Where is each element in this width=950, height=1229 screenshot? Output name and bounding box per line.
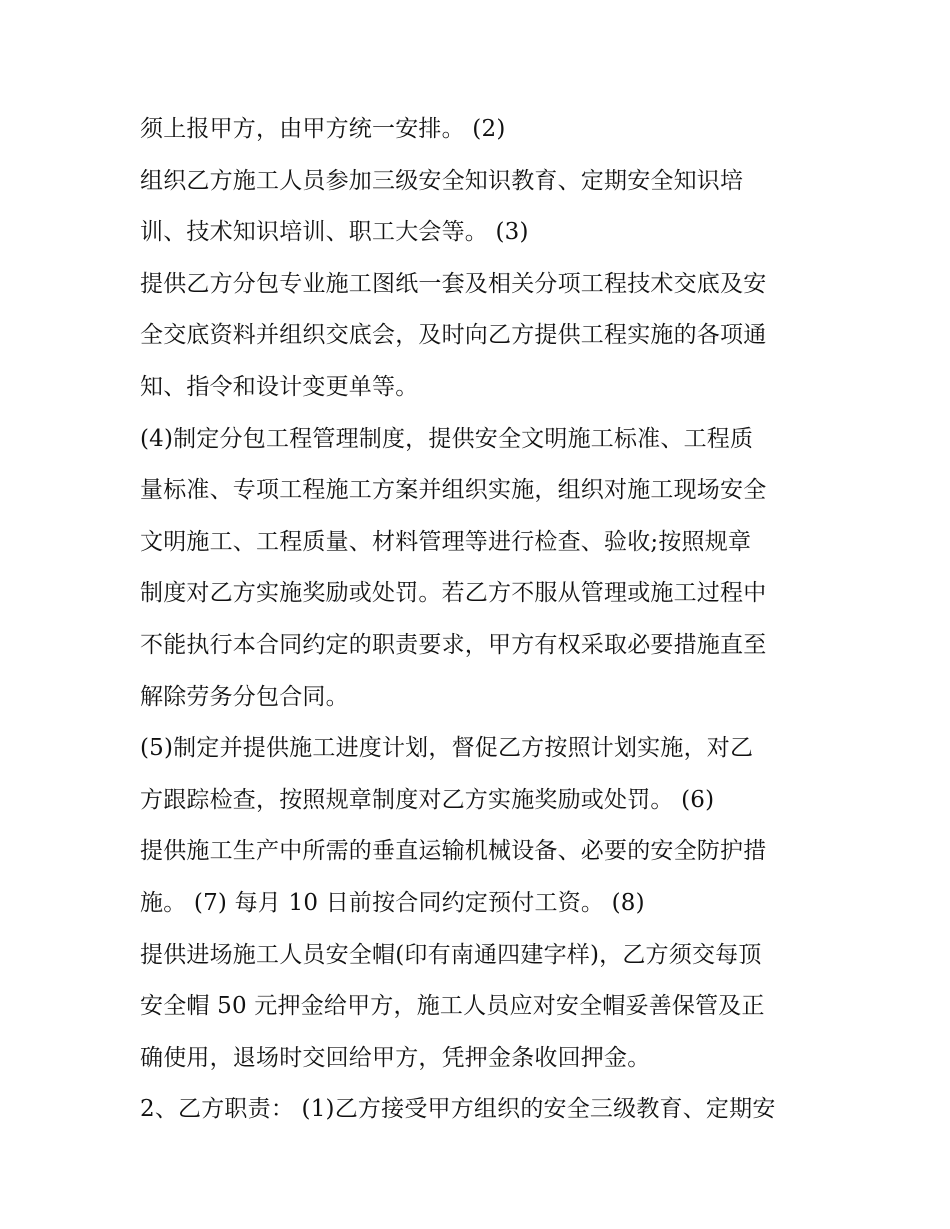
contract-text — [140, 104, 830, 1136]
text-line: 训、技术知识培训、职工大会等。 (3) — [140, 219, 529, 246]
text-line: 全交底资料并组织交底会，及时向乙方提供工程实施的各项通 — [140, 322, 767, 349]
text-line: 须上报甲方，由甲方统一安排。 (2) — [140, 116, 506, 142]
text-line: 2、乙方职责： (1)乙方接受甲方组织的安全三级教育、定期安 — [140, 1096, 776, 1123]
text-line: 解除劳务分包合同。 — [140, 683, 349, 710]
text-line: 量标准、专项工程施工方案并组织实施，组织对施工现场安全 — [140, 477, 767, 504]
text-line: 方跟踪检查，按照规章制度对乙方实施奖励或处罚。 (6) — [140, 786, 715, 813]
text-line: 提供施工生产中所需的垂直运输机械设备、必要的安全防护措 — [140, 838, 767, 865]
text-line: 施。 (7) 每月 10 日前按合同约定预付工资。 (8) — [140, 889, 645, 916]
text-line: 安全帽 50 元押金给甲方，施工人员应对安全帽妥善保管及正 — [140, 993, 765, 1020]
text-line: 制度对乙方实施奖励或处罚。若乙方不服从管理或施工过程中 — [140, 580, 767, 607]
text-line: 提供进场施工人员安全帽(印有南通四建字样)，乙方须交每顶 — [140, 941, 762, 968]
text-line: 组织乙方施工人员参加三级安全知识教育、定期安全知识培 — [140, 167, 744, 194]
text-line: 提供乙方分包专业施工图纸一套及相关分项工程技术交底及安 — [140, 270, 767, 297]
text-line: (4)制定分包工程管理制度，提供安全文明施工标准、工程质 — [140, 425, 754, 452]
text-line: 不能执行本合同约定的职责要求，甲方有权采取必要措施直至 — [140, 631, 767, 658]
text-line: 文明施工、工程质量、材料管理等进行检查、验收;按照规章 — [140, 528, 752, 555]
text-line: 知、指令和设计变更单等。 — [140, 373, 419, 400]
text-line: 确使用，退场时交回给甲方，凭押金条收回押金。 — [140, 1044, 651, 1071]
text-line: (5)制定并提供施工进度计划，督促乙方按照计划实施，对乙 — [140, 735, 754, 762]
